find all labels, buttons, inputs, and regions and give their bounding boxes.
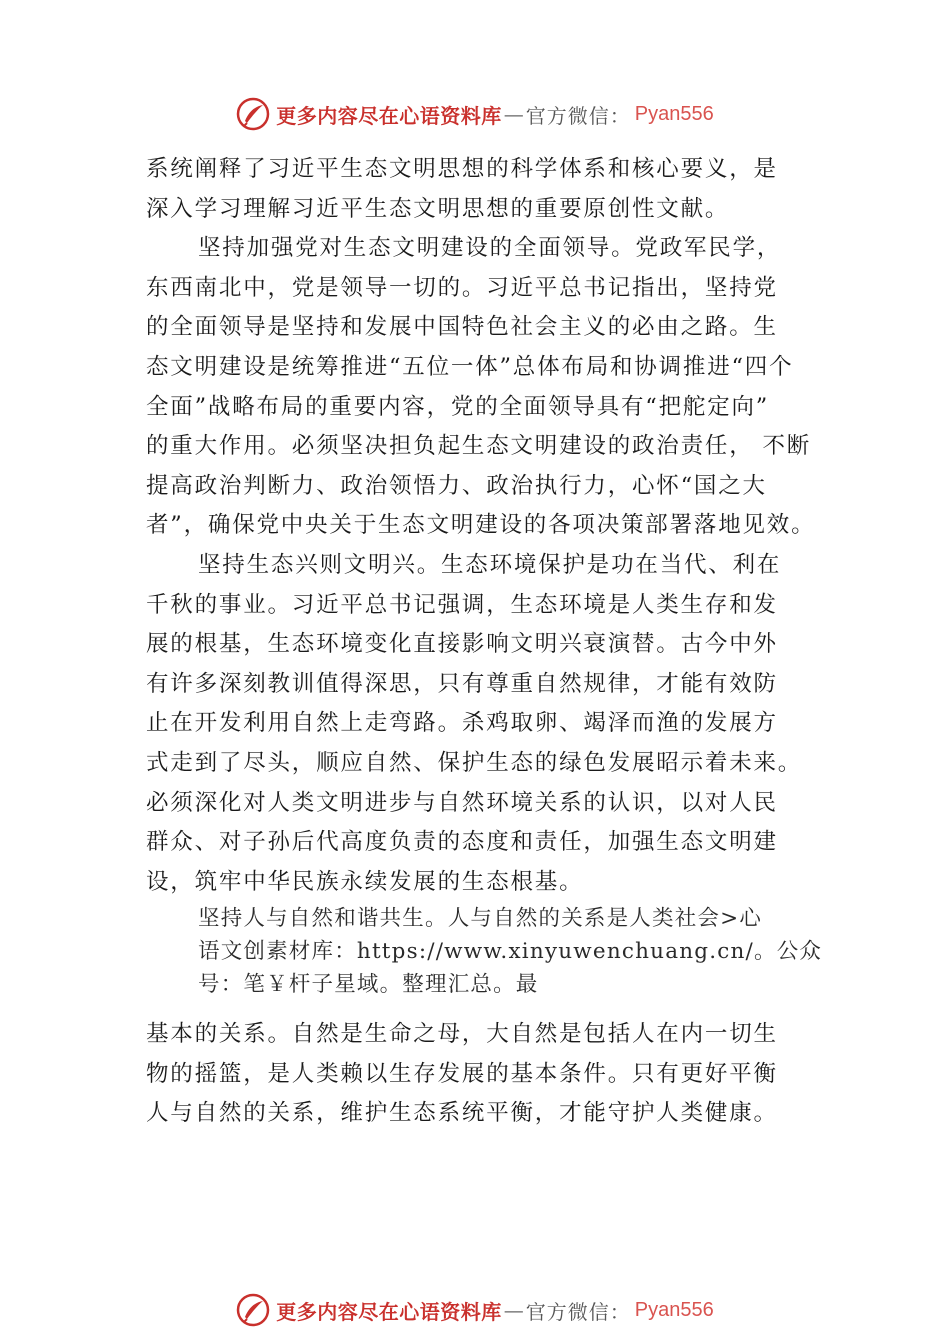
- text-line: 坚持加强党对生态文明建设的全面领导。党政军民学，: [198, 235, 782, 262]
- banner-brand: 更多内容尽在心语资料库: [276, 103, 502, 128]
- banner-brand: 更多内容尽在心语资料库: [276, 1299, 502, 1324]
- text-line: 人与自然的关系，维护生态系统平衡，才能守护人类健康。: [146, 1100, 778, 1127]
- paragraph-4: [146, 1015, 846, 1134]
- text-line: 止在开发利用自然上走弯路。杀鸡取卵、竭泽而渔的发展方: [146, 710, 778, 737]
- wechat-id: Pyan556: [634, 1298, 714, 1321]
- logo-icon: [236, 1293, 270, 1327]
- text-line: 必须深化对人类文明进步与自然环境关系的认识，以对人民: [146, 789, 778, 816]
- paragraph-1: [146, 150, 846, 229]
- text-line: 展的根基，生态环境变化直接影响文明兴衰演替。古今中外: [146, 631, 778, 658]
- paragraph-2: [146, 229, 846, 546]
- text-line: 坚持生态兴则文明兴。生态环境保护是功在当代、利在: [198, 551, 782, 578]
- note-line: 坚持人与自然和谐共生。人与自然的关系是人类社会>心: [198, 906, 763, 932]
- text-line: 千秋的事业。习近平总书记强调，生态环境是人类生存和发: [146, 591, 778, 618]
- text-line: 物的摇篮，是人类赖以生存发展的基本条件。只有更好平衡: [146, 1060, 778, 1087]
- text-line: 全面”战略布局的重要内容，党的全面领导具有“把舵定向”: [146, 393, 770, 420]
- text-line: 态文明建设是统筹推进“五位一体”总体布局和协调推进“四个: [146, 353, 794, 380]
- wechat-label: 官方微信：: [525, 103, 631, 128]
- text-line: 的重大作用。必须坚决担负起生态文明建设的政治责任， 不断: [146, 433, 812, 460]
- text-line: 东西南北中，党是领导一切的。习近平总书记指出，坚持党: [146, 274, 778, 301]
- wechat-id: Pyan556: [634, 102, 714, 125]
- note-line: 语文创素材库：https://www.xinyuwenchuang.cn/。公众: [198, 939, 823, 965]
- text-line: 有许多深刻教训值得深思，只有尊重自然规律，才能有效防: [146, 670, 778, 697]
- banner-separator: —: [503, 1298, 524, 1322]
- note-line: 号：笔￥杆子星域。整理汇总。最: [198, 972, 539, 998]
- text-line: 提高政治判断力、政治领悟力、政治执行力，心怀“国之大: [146, 472, 767, 499]
- wechat-label: 官方微信：: [525, 1299, 631, 1324]
- text-line: 系统阐释了习近平生态文明思想的科学体系和核心要义，是: [146, 156, 778, 182]
- paragraph-3: [146, 546, 846, 902]
- text-line: 基本的关系。自然是生命之母，大自然是包括人在内一切生: [146, 1021, 778, 1048]
- header-banner: [0, 94, 950, 134]
- text-line: 群众、对子孙后代高度负责的态度和责任，加强生态文明建: [146, 829, 778, 856]
- text-line: 的全面领导是坚持和发展中国特色社会主义的必由之路。生: [146, 314, 778, 341]
- banner-separator: —: [503, 102, 524, 126]
- text-line: 者”，确保党中央关于生态文明建设的各项决策部署落地见效。: [146, 512, 816, 539]
- text-line: 深入学习理解习近平生态文明思想的重要原创性文献。: [146, 195, 730, 222]
- document-body: [146, 150, 846, 1134]
- text-line: 式走到了尽头，顺应自然、保护生态的绿色发展昭示着未来。: [146, 749, 803, 776]
- footer-banner: [0, 1290, 950, 1330]
- text-line: 设，筑牢中华民族永续发展的生态根基。: [146, 868, 584, 895]
- source-note: [146, 902, 846, 1001]
- logo-icon: [236, 97, 270, 131]
